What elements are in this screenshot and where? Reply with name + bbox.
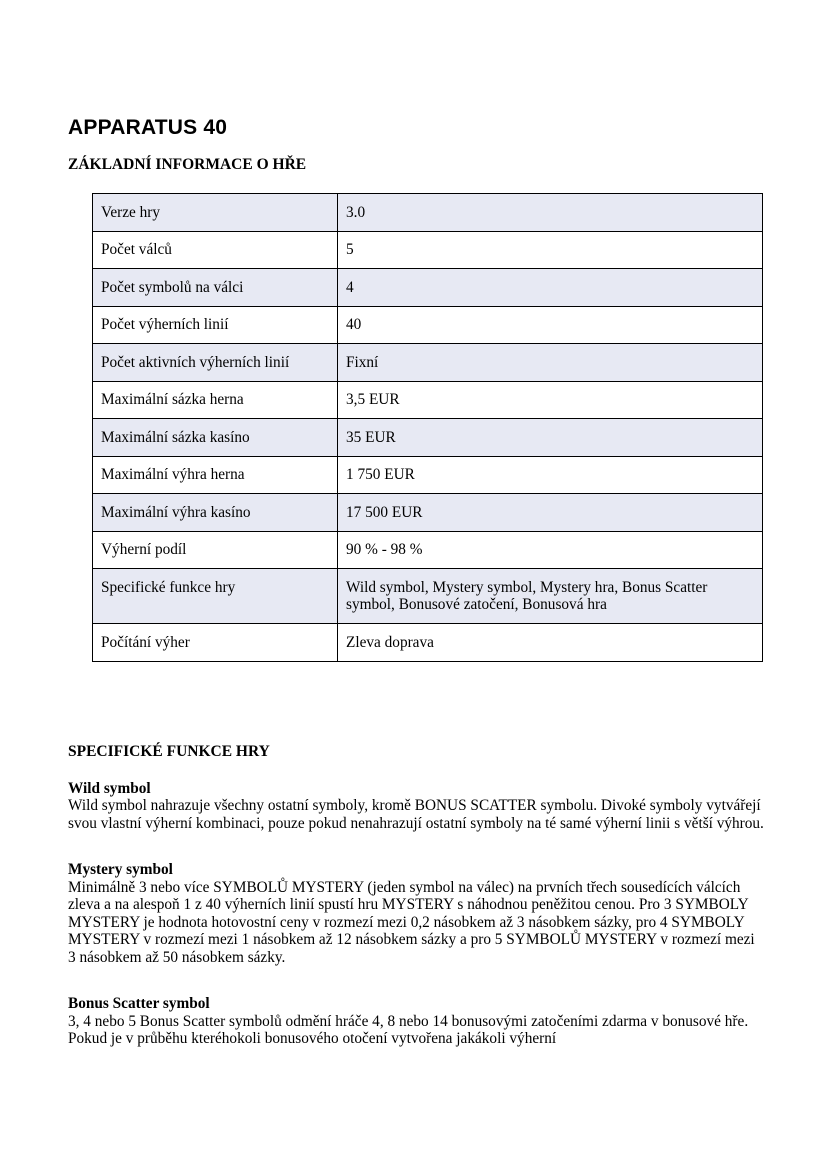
param-label: Verze hry (93, 194, 338, 232)
param-label: Počet výherních linií (93, 306, 338, 344)
param-value: 5 (338, 231, 763, 269)
table-row (93, 456, 763, 494)
param-value: 3.0 (338, 194, 763, 232)
param-value: Fixní (338, 344, 763, 382)
specific-functions-heading: SPECIFICKÉ FUNKCE HRY (68, 742, 270, 760)
table-row (93, 569, 763, 624)
param-label: Maximální výhra kasíno (93, 494, 338, 532)
param-value: Wild symbol, Mystery symbol, Mystery hra, Bonus Scatter symbol, Bonusové zatočení, Bonusová hra (338, 569, 763, 624)
function-section-bonus-scatter-symbol (68, 995, 765, 1048)
param-label: Počet aktivních výherních linií (93, 344, 338, 382)
function-heading: Mystery symbol (68, 861, 173, 878)
table-row (93, 306, 763, 344)
param-value: 35 EUR (338, 419, 763, 457)
function-section-wild-symbol (68, 780, 765, 833)
function-heading: Bonus Scatter symbol (68, 995, 210, 1012)
table-row (93, 194, 763, 232)
table-row (93, 231, 763, 269)
param-value: 40 (338, 306, 763, 344)
param-value: 1 750 EUR (338, 456, 763, 494)
page-title: APPARATUS 40 (68, 116, 228, 139)
param-value: 4 (338, 269, 763, 307)
param-label: Maximální výhra herna (93, 456, 338, 494)
param-label: Počet válců (93, 231, 338, 269)
table-row (93, 381, 763, 419)
param-label: Počet symbolů na válci (93, 269, 338, 307)
param-label: Maximální sázka herna (93, 381, 338, 419)
table-row (93, 419, 763, 457)
param-label: Počítání výher (93, 624, 338, 662)
param-value: 90 % - 98 % (338, 531, 763, 569)
table-row (93, 531, 763, 569)
table-row (93, 624, 763, 662)
table-row (93, 269, 763, 307)
basic-info-table (92, 193, 763, 662)
table-row (93, 344, 763, 382)
param-label: Výherní podíl (93, 531, 338, 569)
table-row (93, 494, 763, 532)
function-section-mystery-symbol (68, 861, 765, 966)
param-value: 3,5 EUR (338, 381, 763, 419)
param-label: Maximální sázka kasíno (93, 419, 338, 457)
function-heading: Wild symbol (68, 779, 151, 797)
function-body: 3, 4 nebo 5 Bonus Scatter symbolů odmění hráče 4, 8 nebo 14 bonusovými zatočeními zdarma v bonusové hře. Pokud je v průběhu kteréhokoli bonusového otočení vytvořena jakákoli výherní (68, 1012, 749, 1047)
basic-info-heading: ZÁKLADNÍ INFORMACE O HŘE (68, 156, 307, 173)
param-label: Specifické funkce hry (93, 569, 338, 624)
param-value: 17 500 EUR (338, 494, 763, 532)
function-body: Minimálně 3 nebo více SYMBOLŮ MYSTERY (jeden symbol na válec) na prvních třech sousedících válcích zleva a na alespoň 1 z 40 výherních linií spustí hru MYSTERY s náhodnou peněžitou cenou. Pro 3 SYMBOLY MYSTERY je hodnota hotovostní ceny v rozmezí mezi 0,2 násobkem až 3 násobkem sázky, pro 4 SYMBOLY MYSTERY v rozmezí mezi 1 násobkem až 12 násobkem sázky a pro 5 SYMBOLŮ MYSTERY v rozmezí mezi 3 násobkem až 50 násobkem sázky. (68, 878, 755, 966)
function-body: Wild symbol nahrazuje všechny ostatní symboly, kromě BONUS SCATTER symbolu. Divoké symboly vytvářejí svou vlastní výherní kombinaci, pouze pokud nenahrazují ostatní symboly na té samé výherní linii s větší výhrou. (68, 797, 764, 832)
param-value: Zleva doprava (338, 624, 763, 662)
